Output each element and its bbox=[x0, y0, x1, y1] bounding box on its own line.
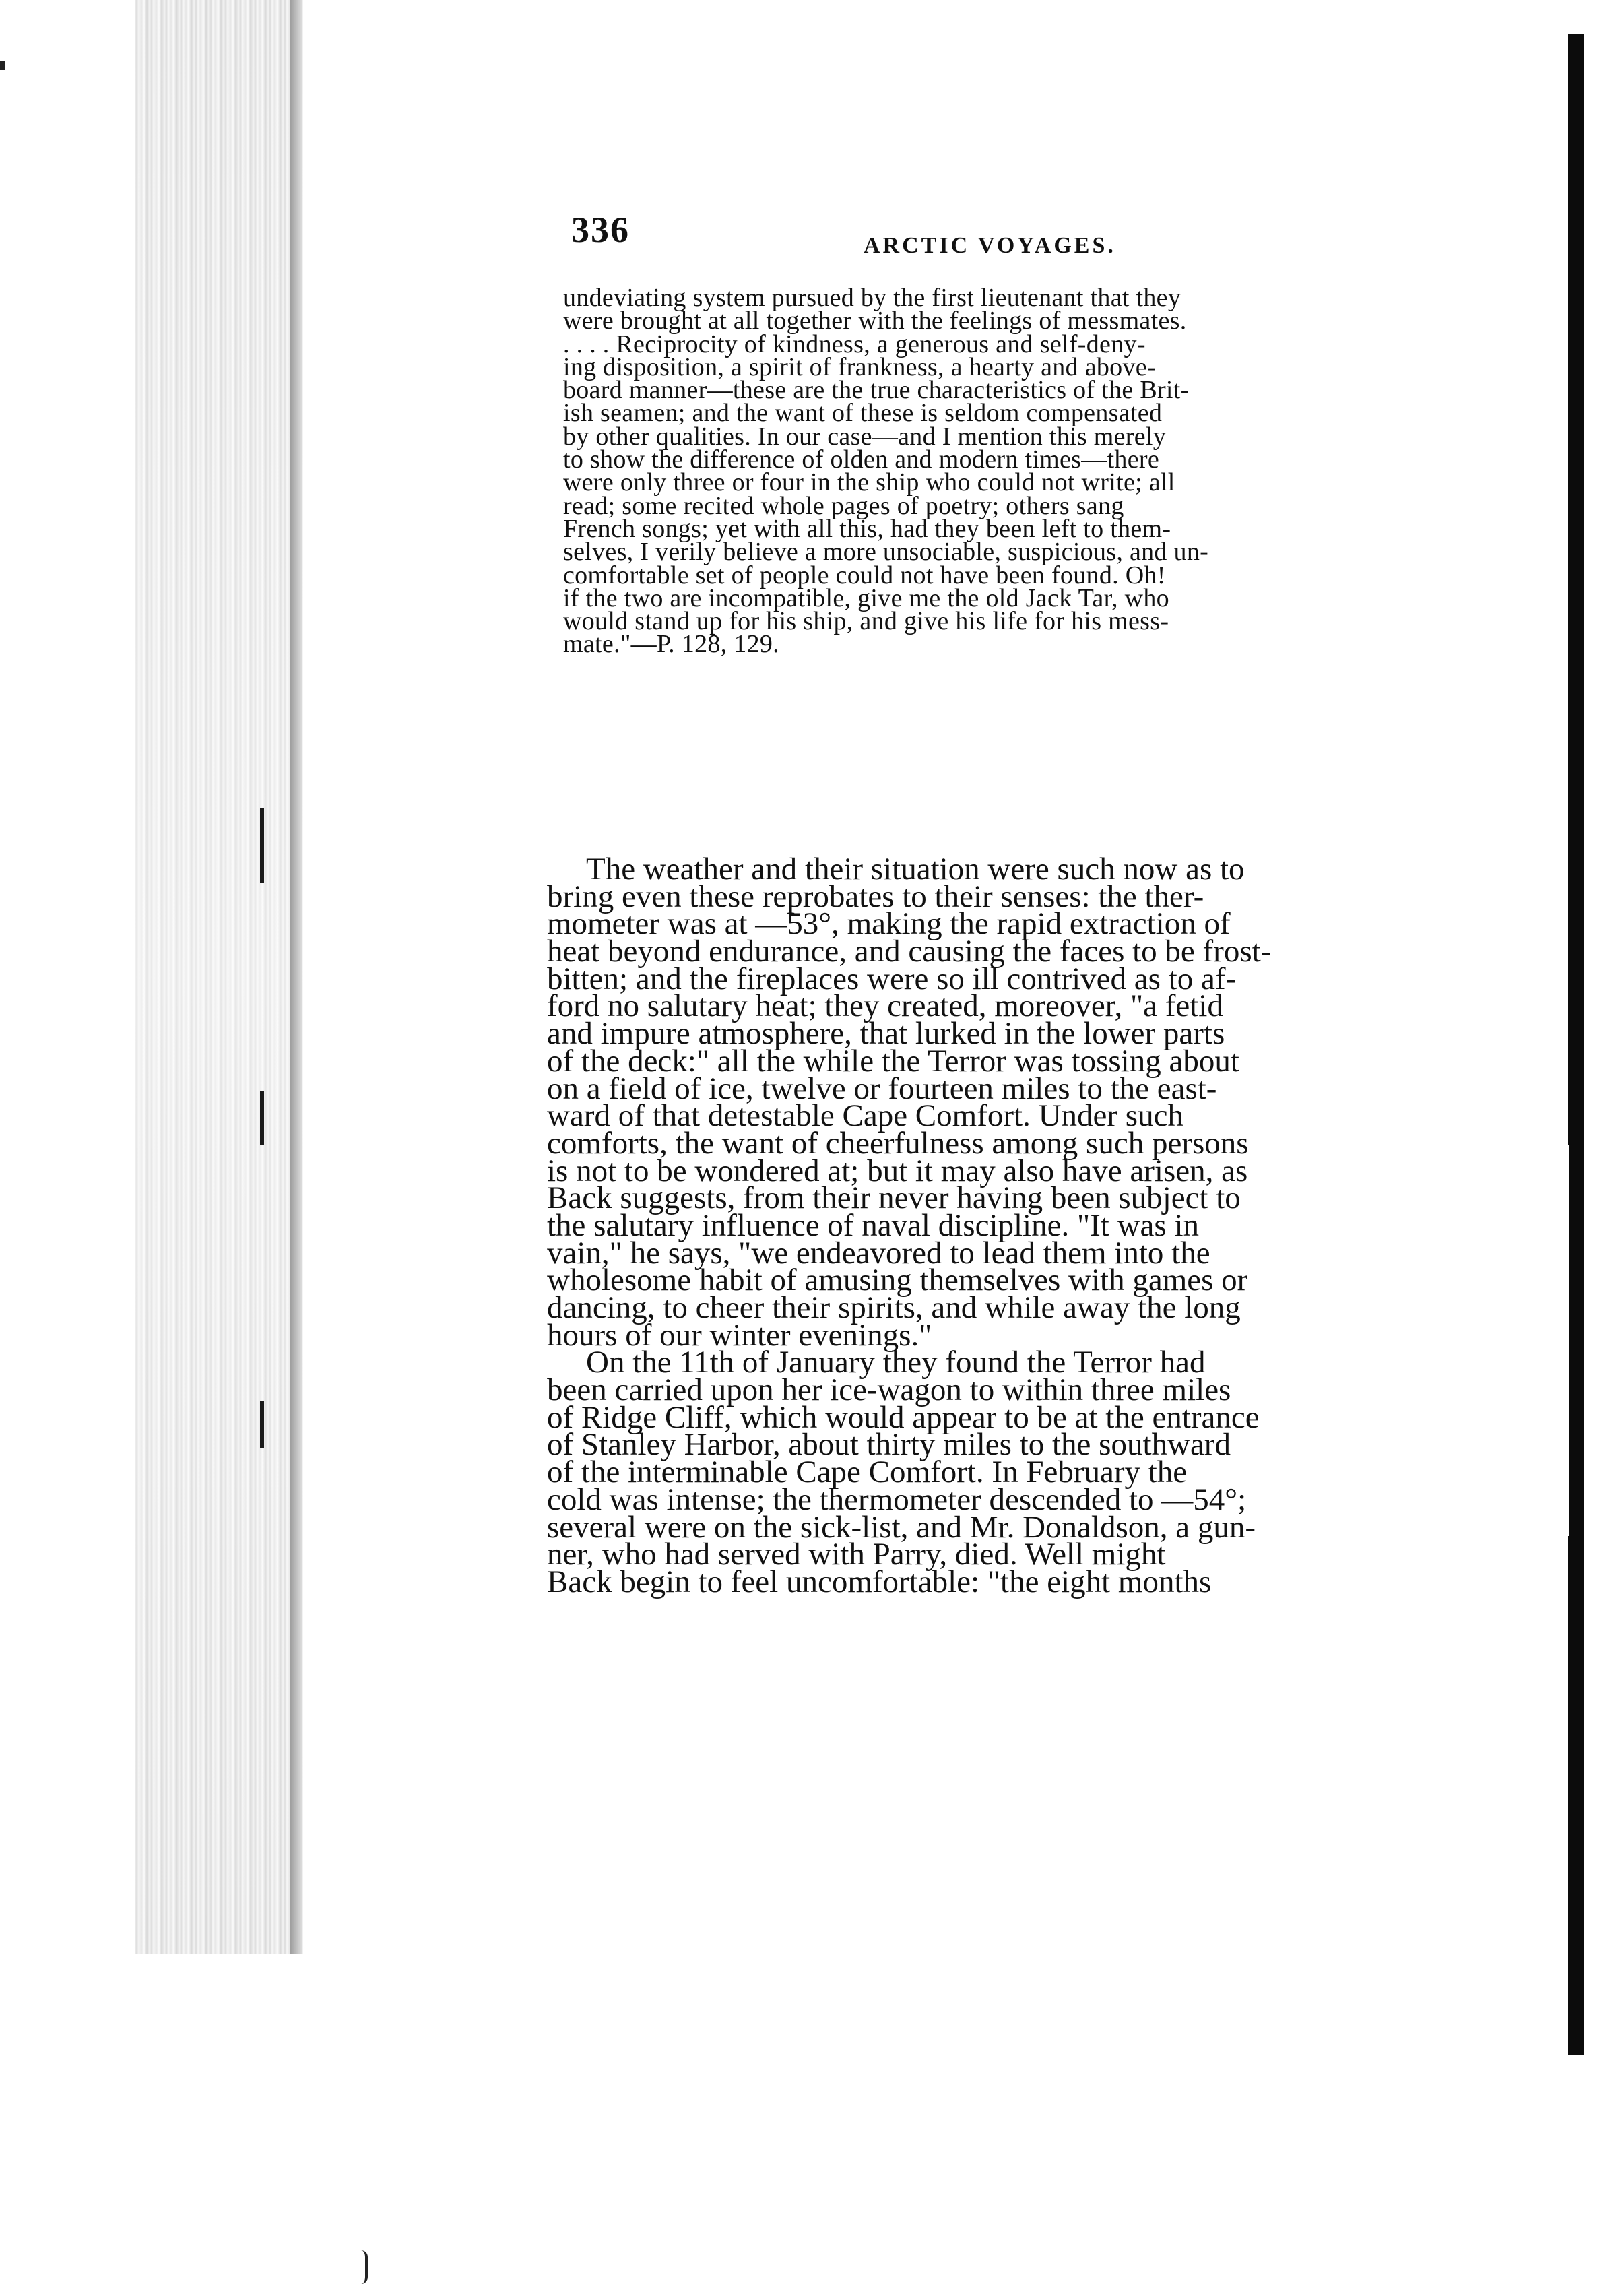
body-line: of the deck:" all the while the Terror was tossing about bbox=[547, 1043, 1239, 1079]
quote-line: undeviating system pursued by the first lieutenant that they bbox=[563, 284, 1181, 312]
body-line: comforts, the want of cheerfulness among such persons bbox=[547, 1125, 1249, 1161]
running-title: ARCTIC VOYAGES. bbox=[864, 233, 1116, 258]
quote-line: by other qualities. In our case—and I mention this merely bbox=[563, 422, 1167, 451]
body-line: bring even these reprobates to their senses: the ther- bbox=[547, 879, 1204, 914]
quote-line: . . . . Reciprocity of kindness, a generous and self-deny- bbox=[563, 329, 1146, 358]
quote-line: read; some recited whole pages of poetry; others sang bbox=[563, 491, 1124, 520]
body-line: heat beyond endurance, and causing the faces to be frost- bbox=[547, 934, 1272, 969]
quote-line: ing disposition, a spirit of frankness, a hearty and above- bbox=[563, 352, 1156, 381]
body-line: ner, who had served with Parry, died. Well might bbox=[547, 1537, 1166, 1572]
body-line: mometer was at —53°, making the rapid extraction of bbox=[547, 906, 1231, 942]
body-line: on a field of ice, twelve or fourteen miles to the east- bbox=[547, 1071, 1217, 1106]
corner-speck bbox=[0, 61, 5, 70]
body-line: dancing, to cheer their spirits, and while away the long bbox=[547, 1290, 1241, 1325]
quote-line: if the two are incompatible, give me the old Jack Tar, who bbox=[563, 583, 1169, 612]
margin-mark bbox=[260, 1091, 264, 1145]
body-line: On the 11th of January they found the Terror had bbox=[586, 1345, 1206, 1380]
body-line: cold was intense; the thermometer descended to —54°; bbox=[547, 1481, 1247, 1517]
body-line: The weather and their situation were such now as to bbox=[586, 852, 1245, 887]
body-line: been carried upon her ice-wagon to within three miles bbox=[547, 1372, 1231, 1408]
quote-line: board manner—these are the true characteristics of the Brit- bbox=[563, 376, 1190, 405]
quote-line: mate."—P. 128, 129. bbox=[563, 630, 779, 659]
body-line: several were on the sick-list, and Mr. Donaldson, a gun- bbox=[547, 1509, 1256, 1545]
running-head bbox=[547, 209, 1450, 269]
body-line: ford no salutary heat; they created, moreover, "a fetid bbox=[547, 988, 1223, 1024]
page-number: 336 bbox=[571, 210, 630, 250]
spine-shadow bbox=[290, 0, 302, 1954]
body-line: wholesome habit of amusing themselves with games or bbox=[547, 1263, 1248, 1298]
body-line: of Ridge Cliff, which would appear to be at the entrance bbox=[547, 1399, 1260, 1435]
quote-line: were only three or four in the ship who could not write; all bbox=[563, 468, 1175, 497]
margin-mark bbox=[260, 1401, 264, 1448]
right-page-edge bbox=[1568, 34, 1584, 2055]
page-content bbox=[547, 209, 1450, 1599]
body-line: Back begin to feel uncomfortable: "the eight months bbox=[547, 1564, 1212, 1599]
body-line: of the interminable Cape Comfort. In February the bbox=[547, 1455, 1188, 1490]
quote-line: ish seamen; and the want of these is seldom compensated bbox=[563, 399, 1163, 428]
body-line: hours of our winter evenings." bbox=[547, 1317, 932, 1353]
quote-line: to show the difference of olden and modern times—there bbox=[563, 445, 1160, 474]
body-line: Back suggests, from their never having been subject to bbox=[547, 1180, 1241, 1216]
bottom-mark bbox=[361, 2250, 368, 2284]
body-line: is not to be wondered at; but it may also have arisen, as bbox=[547, 1153, 1248, 1188]
margin-mark bbox=[260, 808, 264, 883]
body-line: bitten; and the fireplaces were so ill contrived as to af- bbox=[547, 961, 1237, 996]
quote-line: would stand up for his ship, and give his life for his mess- bbox=[563, 607, 1169, 636]
body-line: and impure atmosphere, that lurked in the lower parts bbox=[547, 1016, 1225, 1052]
body-line: ward of that detestable Cape Comfort. Under such bbox=[547, 1098, 1183, 1134]
quoted-passage bbox=[563, 284, 1452, 659]
right-page-notch bbox=[1563, 1145, 1569, 1536]
body-line: the salutary influence of naval discipline. "It was in bbox=[547, 1207, 1200, 1243]
quote-line: comfortable set of people could not have been found. Oh! bbox=[563, 561, 1166, 589]
page-edges bbox=[135, 0, 303, 1954]
body-text bbox=[547, 852, 1450, 1599]
quote-line: were brought at all together with the feelings of messmates. bbox=[563, 307, 1187, 336]
quote-line: French songs; yet with all this, had they been left to them- bbox=[563, 514, 1171, 543]
quote-line: selves, I verily believe a more unsociable, suspicious, and un- bbox=[563, 538, 1209, 567]
body-line: of Stanley Harbor, about thirty miles to the southward bbox=[547, 1427, 1231, 1463]
body-line: vain," he says, "we endeavored to lead them into the bbox=[547, 1235, 1210, 1271]
